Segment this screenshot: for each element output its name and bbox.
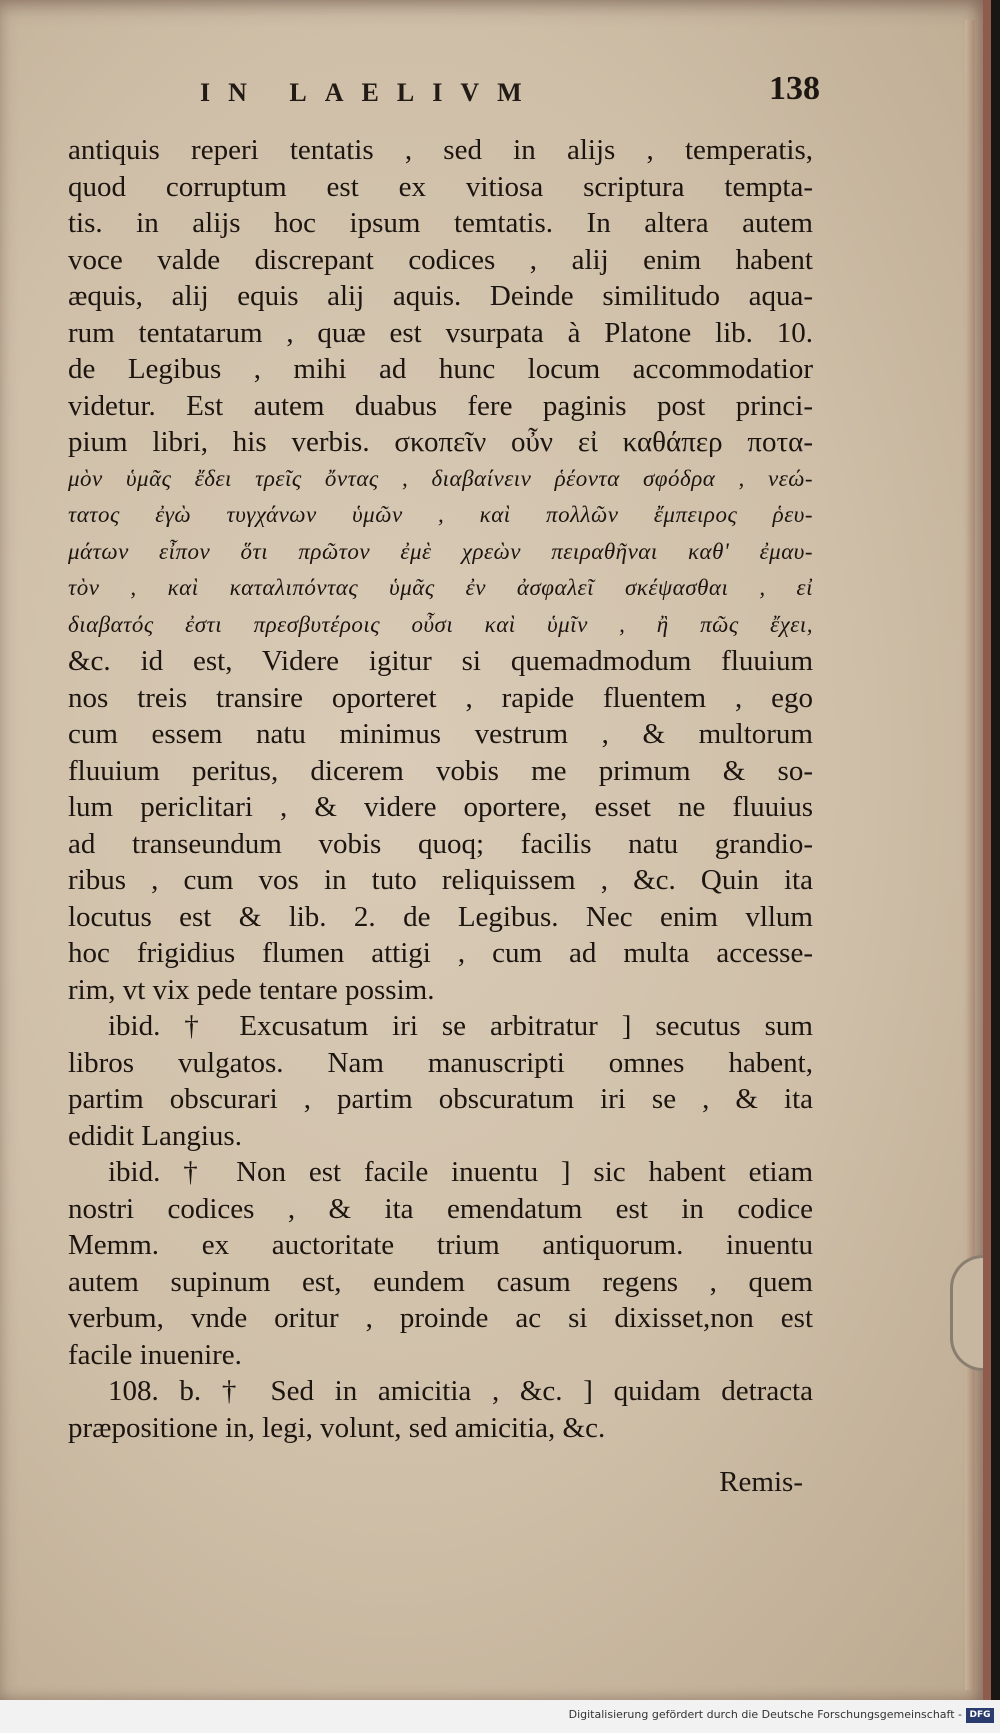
text-line: nostri codices , & ita emendatum est in codice [68,1192,813,1225]
footer-bar [0,1700,1000,1733]
text-line: verbum, vnde oritur , proinde ac si dixisset,non est [68,1302,813,1334]
text-line: voce valde discrepant codices , alij enim habent [68,243,813,276]
text-line: 108. b. † Sed in amicitia , &c. ] quidam detracta [108,1375,813,1407]
catchword: Remis- [719,1466,803,1498]
body-text [68,132,813,1446]
text-line: ibid. † Non est facile inuentu ] sic habent etiam [108,1156,813,1188]
text-line: facile inuenire. [68,1338,242,1371]
page-number: 138 [769,70,820,107]
text-line: quod corruptum est ex vitiosa scriptura tempta- [68,170,813,203]
text-line: æquis, alij equis alij aquis. Deinde similitudo aqua- [68,280,813,312]
text-line: præpositione in, legi, volunt, sed amicitia, &c. [68,1411,606,1444]
text-line: cum essem natu minimus vestrum , & multorum [68,718,813,750]
text-line: partim obscurari , partim obscuratum iri se , & ita [68,1083,813,1115]
text-line: ibid. † Excusatum iri se arbitratur ] secutus sum [108,1010,813,1042]
text-line: pium libri, his verbis. σκοπεῖν οὖν εἰ καθάπερ ποτα- [68,426,813,458]
dfg-logo: DFG [966,1708,994,1723]
text-line: μὸν ὑμᾶς ἔδει τρεῖς ὄντας , διαβαίνειν ῥέοντα σφόδρα , νεώ- [68,465,813,491]
text-line: videtur. Est autem duabus fere paginis post princi- [68,389,813,422]
page-header [200,70,820,118]
text-line: τατος ἐγὼ τυγχάνων ὑμῶν , καὶ πολλῶν ἔμπειρος ῥευ- [68,502,813,527]
text-line: hoc frigidius flumen attigi , cum ad multa accesse- [68,937,813,969]
footer-credit: Digitalisierung gefördert durch die Deutsche Forschungsgemeinschaft - [568,1708,962,1721]
text-line: ad transeundum vobis quoq; facilis natu grandio- [68,827,813,860]
text-line: Memm. ex auctoritate trium antiquorum. inuentu [68,1229,813,1261]
text-line: &c. id est, Videre igitur si quemadmodum fluuium [68,645,813,677]
text-line: nos treis transire oporteret , rapide fluentem , ego [68,681,813,714]
running-head: IN LAELIVM [200,78,540,107]
text-line: autem supinum est, eundem casum regens , quem [68,1265,813,1298]
page-tab [950,1255,983,1371]
text-line: antiquis reperi tentatis , sed in alijs , temperatis, [68,134,813,166]
text-line: tis. in alijs hoc ipsum temtatis. In altera autem [68,207,813,239]
text-line: de Legibus , mihi ad hunc locum accommodatior [68,353,813,385]
text-line: rum tentatarum , quæ est vsurpata à Platone lib. 10. [68,316,813,349]
page-edge [965,20,975,1690]
text-line: μάτων εἶπον ὅτι πρῶτον ἐμὲ χρεὼν πειραθῆναι καθ' ἐμαυ- [68,538,813,564]
text-line: libros vulgatos. Nam manuscripti omnes habent, [68,1046,813,1079]
text-line: rim, vt vix pede tentare possim. [68,973,435,1006]
text-line: edidit Langius. [68,1119,242,1152]
text-line: διαβατός ἐστι πρεσβυτέροις οὖσι καὶ ὑμῖν , ἢ πῶς ἔχει, [68,611,813,637]
text-line: τὸν , καὶ καταλιπόντας ὑμᾶς ἐν ἀσφαλεῖ σκέψασθαι , εἰ [68,575,813,600]
text-line: fluuium peritus, dicerem vobis me primum & so- [68,754,813,787]
text-line: locutus est & lib. 2. de Legibus. Nec enim vllum [68,900,813,933]
text-line: lum periclitari , & videre oportere, esset ne fluuius [68,791,813,823]
text-line: ribus , cum vos in tuto reliquissem , &c. Quin ita [68,864,813,896]
